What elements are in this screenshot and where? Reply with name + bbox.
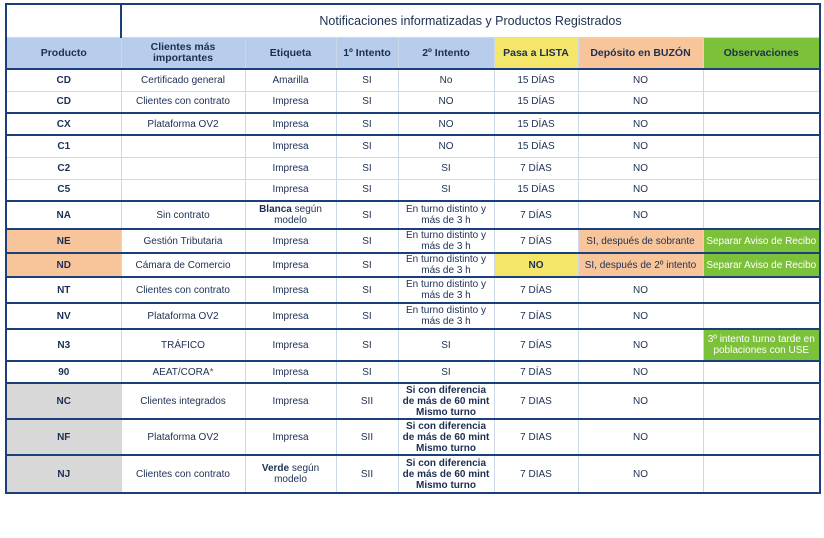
cell-intento-2: Si con diferencia de más de 60 mint Mismo turno [398, 455, 494, 493]
cell-intento-1: SI [336, 303, 398, 329]
cell-pasa-lista: 7 DÍAS [494, 157, 578, 179]
cell-deposito-buzon: SI, después de sobrante [578, 229, 703, 253]
cell-intento-1: SI [336, 329, 398, 361]
cell-etiqueta: Impresa [245, 303, 336, 329]
cell-deposito-buzon: SI, después de 2º intento [578, 253, 703, 277]
cell-deposito-buzon: NO [578, 157, 703, 179]
cell-intento-1: SI [336, 179, 398, 201]
table-row [6, 361, 820, 383]
table-title: Notificaciones informatizadas y Productos Registrados [121, 4, 820, 38]
title-corner-cell [6, 4, 121, 38]
cell-pasa-lista: NO [494, 253, 578, 277]
cell-pasa-lista: 7 DÍAS [494, 277, 578, 303]
cell-etiqueta: Impresa [245, 135, 336, 157]
cell-clientes: Sin contrato [121, 201, 245, 229]
title-row [6, 4, 820, 38]
cell-intento-1: SI [336, 157, 398, 179]
cell-clientes [121, 135, 245, 157]
table-row [6, 419, 820, 455]
cell-producto: NA [6, 201, 121, 229]
cell-etiqueta: Impresa [245, 419, 336, 455]
cell-intento-2: NO [398, 113, 494, 135]
cell-deposito-buzon: NO [578, 383, 703, 419]
cell-deposito-buzon: NO [578, 179, 703, 201]
cell-producto: C2 [6, 157, 121, 179]
cell-producto: NE [6, 229, 121, 253]
cell-intento-1: SI [336, 361, 398, 383]
table-row [6, 303, 820, 329]
cell-intento-2: Si con diferencia de más de 60 mint Mismo turno [398, 419, 494, 455]
cell-producto: NV [6, 303, 121, 329]
cell-intento-2: NO [398, 91, 494, 113]
cell-etiqueta: Impresa [245, 277, 336, 303]
cell-pasa-lista: 15 DÍAS [494, 91, 578, 113]
cell-etiqueta [245, 455, 336, 493]
cell-deposito-buzon: NO [578, 201, 703, 229]
cell-intento-2: SI [398, 179, 494, 201]
cell-observaciones [703, 157, 820, 179]
etiqueta-suffix: según modelo [274, 204, 322, 226]
cell-intento-2: En turno distinto y más de 3 h [398, 253, 494, 277]
cell-intento-1: SI [336, 277, 398, 303]
cell-etiqueta: Amarilla [245, 69, 336, 91]
cell-etiqueta: Impresa [245, 361, 336, 383]
cell-intento-1: SII [336, 419, 398, 455]
cell-etiqueta: Impresa [245, 253, 336, 277]
cell-deposito-buzon: NO [578, 329, 703, 361]
cell-observaciones [703, 179, 820, 201]
cell-clientes [121, 179, 245, 201]
table-row [6, 455, 820, 493]
table-row [6, 157, 820, 179]
cell-clientes: AEAT/CORA * [121, 361, 245, 383]
etiqueta-color-label: Blanca [259, 204, 292, 215]
table-row [6, 91, 820, 113]
cell-intento-1: SI [336, 201, 398, 229]
cell-intento-1: SI [336, 113, 398, 135]
cell-etiqueta: Impresa [245, 157, 336, 179]
header-deposito-buzon: Depósito en BUZÓN [578, 38, 703, 70]
cell-clientes: Clientes integrados [121, 383, 245, 419]
cell-deposito-buzon: NO [578, 91, 703, 113]
table-row [6, 113, 820, 135]
cell-producto: CX [6, 113, 121, 135]
cell-intento-2: Si con diferencia de más de 60 mint Mismo turno [398, 383, 494, 419]
cell-observaciones [703, 201, 820, 229]
cell-deposito-buzon: NO [578, 113, 703, 135]
cell-intento-2: No [398, 69, 494, 91]
cell-clientes: Clientes con contrato [121, 91, 245, 113]
cell-intento-2: En turno distinto y más de 3 h [398, 201, 494, 229]
header-observaciones: Observaciones [703, 38, 820, 70]
cell-intento-2: En turno distinto y más de 3 h [398, 303, 494, 329]
cell-deposito-buzon: NO [578, 69, 703, 91]
cell-producto: NT [6, 277, 121, 303]
cell-etiqueta [245, 201, 336, 229]
cell-etiqueta: Impresa [245, 179, 336, 201]
cell-producto: C1 [6, 135, 121, 157]
cell-pasa-lista: 7 DÍAS [494, 329, 578, 361]
cell-intento-1: SII [336, 383, 398, 419]
cell-producto: NF [6, 419, 121, 455]
cell-producto: CD [6, 91, 121, 113]
cell-intento-1: SI [336, 229, 398, 253]
table-body [6, 69, 820, 493]
table-row [6, 383, 820, 419]
table-row [6, 135, 820, 157]
cell-etiqueta: Impresa [245, 229, 336, 253]
header-row [6, 38, 820, 70]
cell-intento-1: SI [336, 69, 398, 91]
cell-producto: ND [6, 253, 121, 277]
table-row [6, 179, 820, 201]
header-pasa-lista: Pasa a LISTA [494, 38, 578, 70]
header-clientes: Clientes más importantes [121, 38, 245, 70]
cell-deposito-buzon: NO [578, 135, 703, 157]
cell-pasa-lista: 7 DÍAS [494, 361, 578, 383]
cell-observaciones [703, 69, 820, 91]
table-row [6, 69, 820, 91]
table-row [6, 329, 820, 361]
cell-pasa-lista: 15 DÍAS [494, 179, 578, 201]
etiqueta-color-label: Verde [261, 463, 290, 474]
table-row [6, 277, 820, 303]
cell-clientes: Plataforma OV2 [121, 419, 245, 455]
cell-clientes: TRÁFICO [121, 329, 245, 361]
cell-pasa-lista: 7 DIAS [494, 419, 578, 455]
cell-deposito-buzon: NO [578, 277, 703, 303]
cell-deposito-buzon: NO [578, 419, 703, 455]
cell-observaciones [703, 419, 820, 455]
cell-pasa-lista: 15 DÍAS [494, 113, 578, 135]
cell-deposito-buzon: NO [578, 361, 703, 383]
cell-producto: N3 [6, 329, 121, 361]
cell-pasa-lista: 7 DIAS [494, 455, 578, 493]
cell-observaciones [703, 135, 820, 157]
cell-pasa-lista: 7 DÍAS [494, 303, 578, 329]
cell-intento-2: NO [398, 135, 494, 157]
header-producto: Producto [6, 38, 121, 70]
cell-intento-2: SI [398, 329, 494, 361]
cell-clientes: Certificado general [121, 69, 245, 91]
notifications-table-container [5, 3, 819, 494]
table-row [6, 253, 820, 277]
cell-pasa-lista: 15 DÍAS [494, 69, 578, 91]
cell-clientes: Cámara de Comercio [121, 253, 245, 277]
cell-intento-2: SI [398, 361, 494, 383]
cell-clientes: Clientes con contrato [121, 455, 245, 493]
etiqueta-suffix: según modelo [274, 463, 320, 485]
cell-producto: 90 [6, 361, 121, 383]
cell-observaciones [703, 361, 820, 383]
cell-producto: C5 [6, 179, 121, 201]
cell-etiqueta: Impresa [245, 383, 336, 419]
header-intento-1: 1º Intento [336, 38, 398, 70]
cell-observaciones [703, 383, 820, 419]
table-row [6, 229, 820, 253]
cell-observaciones [703, 277, 820, 303]
cell-observaciones: 3º intento turno tarde en poblaciones con USE [703, 329, 820, 361]
cell-pasa-lista: 7 DÍAS [494, 201, 578, 229]
cell-intento-1: SI [336, 135, 398, 157]
cell-clientes: Plataforma OV2 [121, 113, 245, 135]
cell-clientes [121, 157, 245, 179]
cell-etiqueta: Impresa [245, 91, 336, 113]
cell-intento-2: SI [398, 157, 494, 179]
cell-intento-1: SI [336, 253, 398, 277]
cell-observaciones [703, 455, 820, 493]
cell-etiqueta: Impresa [245, 329, 336, 361]
cell-intento-2: En turno distinto y más de 3 h [398, 229, 494, 253]
cell-producto: NJ [6, 455, 121, 493]
cell-etiqueta: Impresa [245, 113, 336, 135]
cell-deposito-buzon: NO [578, 303, 703, 329]
header-etiqueta: Etiqueta [245, 38, 336, 70]
cell-pasa-lista: 7 DÍAS [494, 229, 578, 253]
cell-clientes: Plataforma OV2 [121, 303, 245, 329]
cell-intento-2: En turno distinto y más de 3 h [398, 277, 494, 303]
cell-observaciones: Separar Aviso de Recibo [703, 253, 820, 277]
cell-observaciones [703, 303, 820, 329]
cell-pasa-lista: 15 DÍAS [494, 135, 578, 157]
cell-observaciones [703, 91, 820, 113]
cell-observaciones [703, 113, 820, 135]
cell-producto: NC [6, 383, 121, 419]
cell-clientes: Clientes con contrato [121, 277, 245, 303]
cell-producto: CD [6, 69, 121, 91]
cell-deposito-buzon: NO [578, 455, 703, 493]
notifications-table [5, 3, 821, 494]
cell-pasa-lista: 7 DIAS [494, 383, 578, 419]
cell-intento-1: SI [336, 91, 398, 113]
cell-intento-1: SII [336, 455, 398, 493]
table-row [6, 201, 820, 229]
cell-clientes: Gestión Tributaria [121, 229, 245, 253]
cell-observaciones: Separar Aviso de Recibo [703, 229, 820, 253]
header-intento-2: 2º Intento [398, 38, 494, 70]
